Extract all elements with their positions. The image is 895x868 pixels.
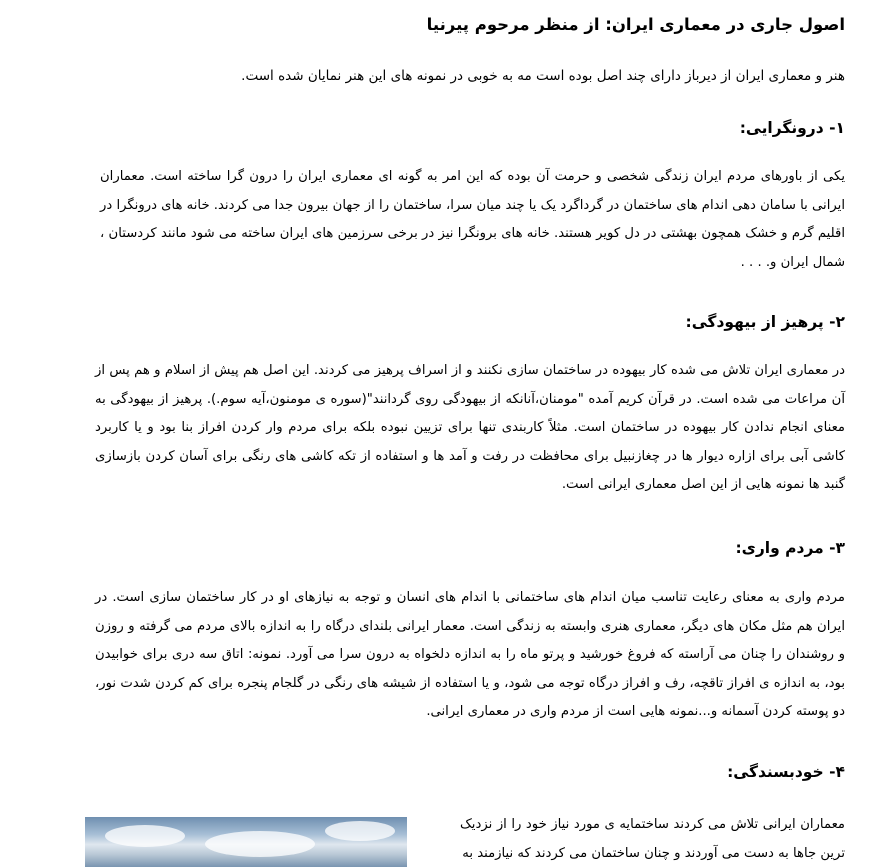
section-body-4: معماران ایرانی تلاش می کردند ساختمایه ی مورد نیاز خود را از نزدیک ترین جاها به دست می آوردند و چنان ساختمان می کردند که نیازمند به <box>460 817 845 861</box>
section-body-2: در معماری ایران تلاش می شده کار بیهوده در ساختمان سازی نکنند و از اسراف پرهیز می کردند. این اصل هم پیش از اسلام و هم پس از آن مراعات می شده است. در قرآن کریم آمده "مومنان،آنانکه از بیهودگی روی گردانند"(سوره ی مومنون،آیه سوم.). پرهیز از بیهودگی به معنای انجام ندادن کار بیهوده در ساختمان است. مثلاً کاربندی تنها برای تزیین نبوده بلکه برای مردم وار کردن افراز بنا بود و یا کاربرد کاشی آبی برای ازاره دیوار ها در چغازنبیل برای محافظت در رفت و آمد ها و استفاده از تکه کاشی های رنگی برای آسان کردن بازسازی گنبد ها نمونه هایی از این اصل معماری ایرانی است. <box>95 363 845 492</box>
section-body-3: مردم واری به معنای رعایت تناسب میان اندام های ساختمانی با اندام های انسان و توجه به نیازهای او در کار ساختمان سازی است. در ایران هم مثل مکان های دیگر، معماری هنری وابسته به زندگی است. معمار ایرانی بلندای درگاه را به اندازه بالای مردم می گرفته و روزن و روشندان را چنان می آراسته که فروغ خورشید و پرتو ماه را به اندازه دلخواه به درون سرا می آورد. نمونه: اتاق سه دری برای خوابیدن بود، به اندازه ی افراز تاقچه، رف و افراز درگاه توجه می شود، و یا استفاده از شیشه های رنگی در گلجام پنجره برای کم کردن شدت نور، دو پوسته کردن آسمانه و...نمونه هایی است از مردم واری در معماری ایرانی. <box>95 590 845 719</box>
sky-photo <box>85 817 407 867</box>
section-heading-1: ۱- درونگرایی: <box>739 119 845 137</box>
intro-paragraph: هنر و معماری ایران از دیرباز دارای چند اصل بوده است مه به خوبی در نمونه های این هنر نمایان شده است. <box>241 68 845 84</box>
document-title: اصول جاری در معماری ایران: از منظر مرحوم پیرنیا <box>426 15 845 34</box>
section-heading-4: ۴- خودبسندگی: <box>727 763 845 781</box>
section-heading-2: ۲- پرهیز از بیهودگی: <box>685 313 845 331</box>
section-heading-3: ۳- مردم واری: <box>735 539 845 557</box>
section-body-1: یکی از باورهای مردم ایران زندگی شخصی و حرمت آن بوده که این امر به گونه ای معماری ایران را درون گرا ساخته است. معماران ایرانی با سامان دهی اندام های ساختمان در گرداگرد یک یا چند میان سرا، ساختمان را از جهان بیرون جدا می کردند. خانه های درونگرا در اقلیم گرم و خشک همچون بهشتی در دل کویر هستند. خانه های برونگرا نیز در برخی سرزمین های ایران ساخته می شود مانند کردستان ، شمال ایران و. . . . <box>100 169 845 270</box>
